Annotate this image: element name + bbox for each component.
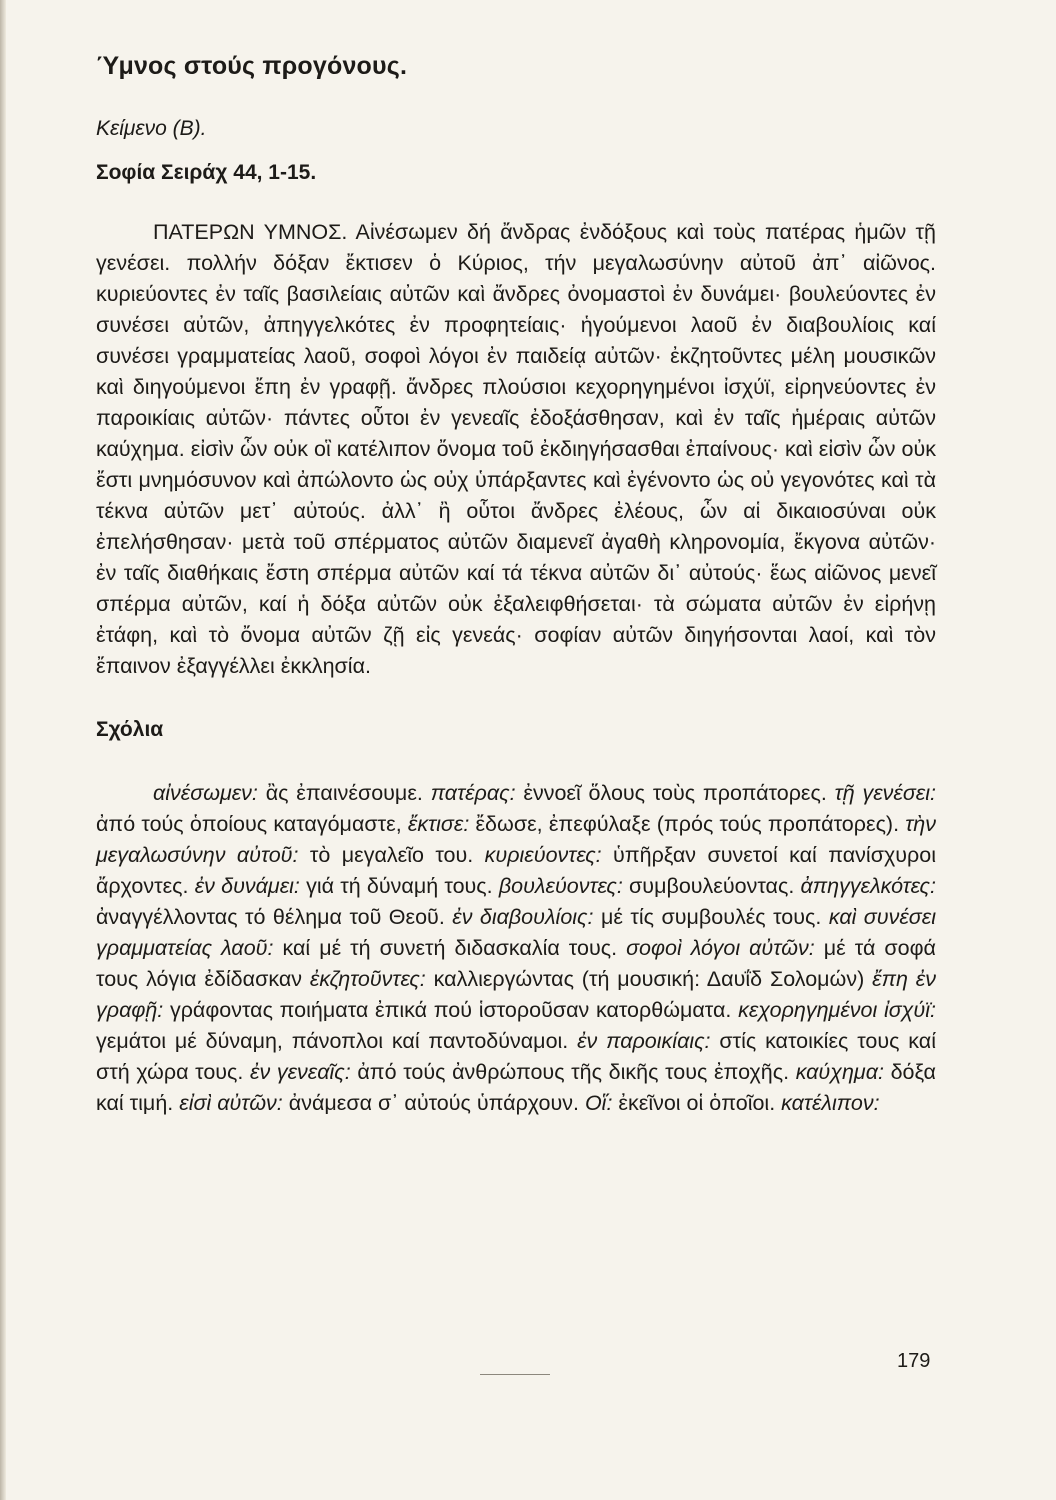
scripture-reference: Σοφία Σειράχ 44, 1-15. [96, 161, 317, 184]
page-number: 179 [897, 1350, 931, 1372]
note-gloss: ὑπῆρξαν συνετοί καί πανίσχυροι ἄρχοντες. [96, 843, 936, 898]
binding-edge [0, 0, 6, 1500]
note-term: τῇ γενέσει: [834, 781, 937, 805]
note-term: τὴν μεγαλωσύνην αὐτοῦ: [96, 812, 936, 867]
footer-rule [480, 1374, 550, 1375]
note-term: ἀπηγγελκότες: [800, 874, 936, 898]
hymn-text: ΠΑΤΕΡΩΝ ΥΜΝΟΣ. Αἰνέσωμεν δή ἄνδρας ἐνδόξους καὶ τοὺς πατέρας ἡμῶν τῇ γενέσει. πολλήν δόξαν ἔκτισεν ὁ Κύριος, τήν μεγαλωσύνην αὐτοῦ ἀπ᾽ αἰῶνος. κυριεύοντες ἐν ταῖς βασιλείαις αὐτῶν καὶ ἄνδρες ὀνομαστοὶ ἐν δυνάμει· βουλεύοντες ἐν συνέσει αὐτῶν, ἀπηγγελκότες ἐν προφητείαις· ἡγούμενοι λαοῦ ἐν διαβουλίοις καί συνέσει γραμματείας λαοῦ, σοφοὶ λόγοι ἐν παιδείᾳ αὐτῶν· ἐκζητοῦντες μέλη μουσικῶν καὶ διηγούμενοι ἔπη ἐν γραφῇ. ἄνδρες πλούσιοι κεχορηγημένοι ἰσχύϊ, εἰρηνεύοντες ἐν παροικίαις αὐτῶν· πάντες οὗτοι ἐν γενεαῖς ἐδοξάσθησαν, καὶ ἐν ταῖς ἡμέραις αὐτῶν καύχημα. εἰσὶν ὧν οὐκ οἳ κατέλιπον ὄνομα τοῦ ἐκδιηγήσασθαι ἐπαίνους· καὶ εἰσὶν ὧν οὐκ ἔστι μνημόσυνον καὶ ἀπώλοντο ὡς οὐχ ὑπάρξαντες καὶ ἐγένοντο ὡς οὐ γεγονότες καὶ τὰ τέκνα αὐτῶν μετ᾽ αὐτούς. ἀλλ᾽ ἢ οὗτοι ἄνδρες ἐλέους, ὧν αἱ δικαιοσύναι οὐκ ἐπελήσθησαν· μετὰ τοῦ σπέρματος αὐτῶν διαμενεῖ ἀγαθὴ κληρονομία, ἔκγονα αὐτῶν· ἐν ταῖς διαθήκαις ἔστη σπέρμα αὐτῶν καί τά τέκνα αὐτῶν δι᾽ αὐτούς· ἕως αἰῶνος μενεῖ σπέρμα αὐτῶν, καί ἡ δόξα αὐτῶν οὐκ ἐξαλειφθήσεται· τὰ σώματα αὐτῶν ἐν εἰρήνῃ ἐτάφη, καὶ τὸ ὄνομα αὐτῶν ζῇ εἰς γενεάς· σοφίαν αὐτῶν διηγήσονται λαοί, καὶ τὸν ἔπαινον ἐξαγγέλλει ἐκκλησία. [96, 220, 936, 678]
note-term: ἔπη ἐν γραφῇ: [96, 967, 936, 1022]
note-term: καὶ συνέσει γραμματείας λαοῦ: [96, 905, 936, 960]
note-gloss: μέ τίς συμβουλές τους. [593, 905, 822, 929]
note-gloss: στίς κατοικίες τους καί στή χώρα τους. [96, 1029, 936, 1084]
note-term: πατέρας: [430, 781, 516, 805]
note-gloss: γράφοντας ποιήματα ἐπικά πού ἱστοροῦσαν κατορθώματα. [163, 998, 732, 1022]
note-gloss: καλλιεργώντας (τή μουσική: Δαυΐδ Σολομών) [425, 967, 865, 991]
note-gloss: γιά τή δύναμή τους. [299, 874, 493, 898]
note-gloss: ἔδωσε, ἐπεφύλαξε (πρός τούς προπάτορες). [469, 812, 900, 836]
note-term: καύχημα: [795, 1060, 884, 1084]
note-term: αἰνέσωμεν: [153, 781, 258, 805]
note-gloss: δόξα καί τιμή. [96, 1060, 936, 1115]
note-gloss: ἀπό τούς ἀνθρώπους τῆς δικῆς τους ἐποχῆς. [350, 1060, 790, 1084]
notes-heading: Σχόλια [96, 718, 164, 741]
note-gloss: ἀναγγέλλοντας τό θέλημα τοῦ Θεοῦ. [96, 905, 445, 929]
note-term: σοφοὶ λόγοι αὐτῶν: [626, 936, 815, 960]
note-gloss: καί μέ τή συνετή διδασκαλία τους. [273, 936, 618, 960]
note-term: Οἵ: [584, 1091, 613, 1115]
note-gloss: γεμάτοι μέ δύναμη, πάνοπλοι καί παντοδύναμοι. [96, 1029, 569, 1053]
note-gloss: συμβουλεύοντας. [622, 874, 795, 898]
text-label: Κείμενο (Β). [96, 117, 207, 140]
note-gloss: ἀνάμεσα σ᾽ αὐτούς ὑπάρχουν. [282, 1091, 579, 1115]
note-term: ἐν δυνάμει: [194, 874, 300, 898]
book-page [96, 52, 936, 1119]
note-term: ἐν διαβουλίοις: [452, 905, 594, 929]
note-term: κυριεύοντες: [484, 843, 602, 867]
note-gloss: ἐκεῖνοι οἱ ὁποῖοι. [612, 1091, 776, 1115]
page-title: Ύμνος στούς προγόνους. [96, 52, 408, 80]
note-term: ἐν παροικίαις: [577, 1029, 711, 1053]
note-term: ἐν γενεαῖς: [250, 1060, 351, 1084]
note-term: κατέλιπον: [781, 1091, 880, 1115]
note-term: κεχορηγημένοι ἰσχύϊ: [738, 998, 936, 1022]
note-gloss: μέ τά σοφά τους λόγια ἐδίδασκαν [96, 936, 936, 991]
note-term: εἰσὶ αὐτῶν: [179, 1091, 283, 1115]
note-gloss: ἂς ἐπαινέσουμε. [257, 781, 423, 805]
notes-paragraph [96, 778, 936, 1119]
note-gloss: ἀπό τούς ὁποίους καταγόμαστε, [96, 812, 402, 836]
note-gloss: τὸ μεγαλεῖο του. [298, 843, 474, 867]
note-term: βουλεύοντες: [498, 874, 623, 898]
note-term: ἔκτισε: [407, 812, 470, 836]
note-term: ἐκζητοῦντες: [309, 967, 426, 991]
note-gloss: ἐννοεῖ ὅλους τοὺς προπάτορες. [515, 781, 827, 805]
